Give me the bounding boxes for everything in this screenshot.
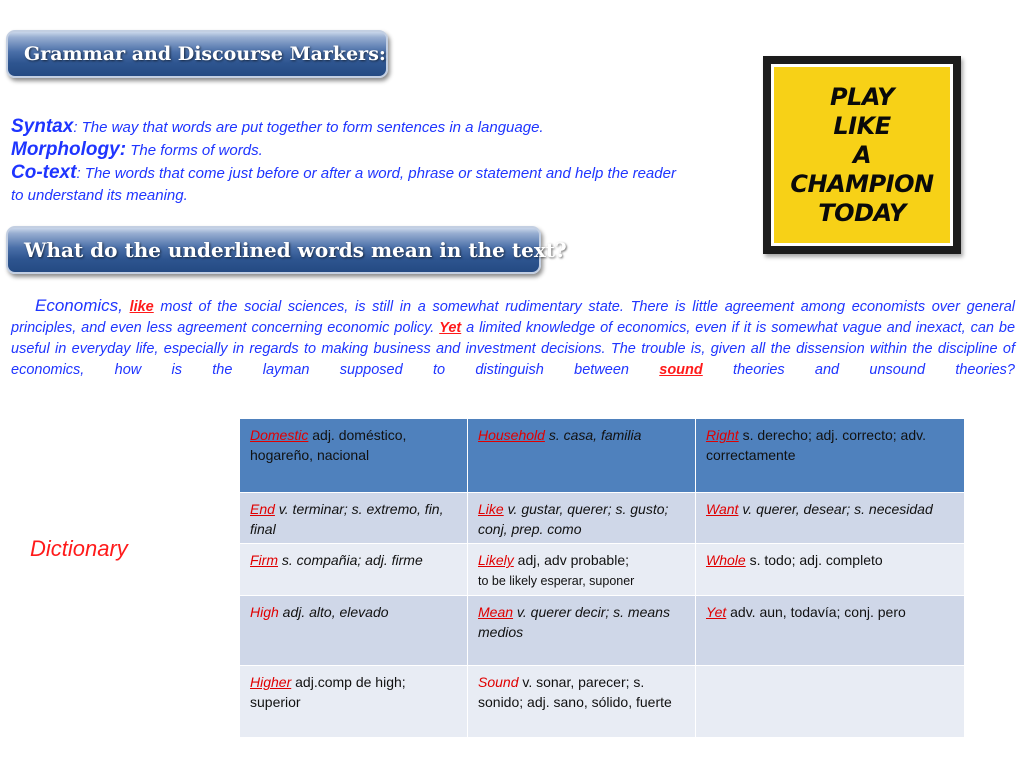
entry-word: Mean [478, 604, 514, 620]
entry-word: Domestic [250, 427, 309, 443]
table-cell [696, 493, 965, 544]
cotext-term: Co-text [11, 162, 77, 183]
table-cell [468, 419, 696, 493]
table-cell [696, 544, 965, 596]
entry-word: Sound [478, 674, 519, 690]
entry-definition: adj.comp de high; superior [250, 674, 406, 710]
entry-word: Yet [706, 604, 727, 620]
table-cell [696, 419, 965, 493]
morphology-definition [11, 139, 676, 162]
dictionary-table [239, 418, 965, 738]
paragraph-text: a limited knowledge of economics, even if it is somewhat vague and inexact, can be useful in everyday life, especially in regards to making business and investment decisions. The trouble is, given all the dissension within the discipline of economics, how is the layman supposed to distinguish between [11, 320, 1016, 378]
entry-word: Higher [250, 674, 292, 690]
entry-word: Want [706, 501, 739, 517]
table-cell [696, 596, 965, 666]
underlined-word-like: like [129, 299, 154, 315]
entry-definition: v. querer decir; s. means medios [478, 604, 670, 640]
entry-definition: s. compañia; adj. firme [278, 552, 423, 568]
paragraph-text: theories and unsound theories? [702, 362, 1015, 378]
entry-word: Whole [706, 552, 746, 568]
poster-line: CHAMPION [790, 169, 934, 198]
question-banner: What do the underlined words mean in the text? [6, 226, 541, 274]
syntax-term: Syntax [11, 116, 74, 137]
table-row [240, 666, 965, 738]
entry-word: High [250, 604, 279, 620]
poster-line: A [852, 140, 872, 169]
table-cell [468, 596, 696, 666]
table-cell [468, 666, 696, 738]
poster-line: PLAY [829, 82, 895, 111]
entry-definition: adv. aun, todavía; conj. pero [726, 604, 906, 620]
table-cell [468, 493, 696, 544]
economics-paragraph [11, 295, 1015, 381]
grammar-banner: Grammar and Discourse Markers: [6, 30, 388, 78]
entry-definition: adj. alto, elevado [278, 604, 389, 620]
cotext-definition [11, 162, 676, 207]
poster-line: LIKE [833, 111, 891, 140]
champion-poster [763, 56, 961, 254]
syntax-definition [11, 116, 676, 139]
syntax-text: : The way that words are put together to form sentences in a language. [73, 119, 544, 136]
entry-definition: v. gustar, querer; s. gusto; conj, prep. como [478, 501, 669, 537]
entry-word: Household [478, 427, 545, 443]
table-row [240, 544, 965, 596]
entry-definition: v. terminar; s. extremo, fin, final [250, 501, 444, 537]
paragraph-start: Economics, [35, 296, 123, 315]
table-row [240, 419, 965, 493]
entry-definition: s. todo; adj. completo [745, 552, 883, 568]
poster-line: TODAY [818, 198, 906, 227]
definitions-block [11, 116, 676, 207]
entry-definition: s. casa, familia [544, 427, 642, 443]
underlined-word-yet: Yet [439, 320, 462, 336]
morphology-term: Morphology: [11, 139, 127, 160]
entry-extra: to be likely esperar, suponer [478, 574, 635, 588]
entry-word: Like [478, 501, 504, 517]
entry-word: End [250, 501, 275, 517]
table-cell [696, 666, 965, 738]
table-cell [468, 544, 696, 596]
entry-word: Likely [478, 552, 514, 568]
table-cell [240, 666, 468, 738]
table-cell [240, 493, 468, 544]
poster-sign [771, 64, 953, 246]
table-cell [240, 544, 468, 596]
morphology-text: The forms of words. [126, 142, 263, 159]
table-cell [240, 596, 468, 666]
paragraph-text: most of the social sciences, is still in a somewhat rudimentary state. There is little agreement among economists over general principles, and even less agreement concerning economic policy. [11, 299, 1015, 336]
entry-definition: v. querer, desear; s. necesidad [738, 501, 933, 517]
entry-definition: adj, adv probable; [513, 552, 629, 568]
entry-definition: adj. doméstico, hogareño, nacional [250, 427, 407, 463]
cotext-text: : The words that come just before or after a word, phrase or statement and help the reader to understand its meaning. [11, 165, 676, 204]
entry-word: Right [706, 427, 739, 443]
entry-word: Firm [250, 552, 278, 568]
table-row [240, 596, 965, 666]
table-row [240, 493, 965, 544]
underlined-word-sound: sound [659, 362, 703, 378]
entry-definition: v. sonar, parecer; s. sonido; adj. sano, sólido, fuerte [478, 674, 672, 710]
table-cell [240, 419, 468, 493]
dictionary-label: Dictionary [30, 536, 128, 561]
entry-definition: s. derecho; adj. correcto; adv. correctamente [706, 427, 926, 463]
